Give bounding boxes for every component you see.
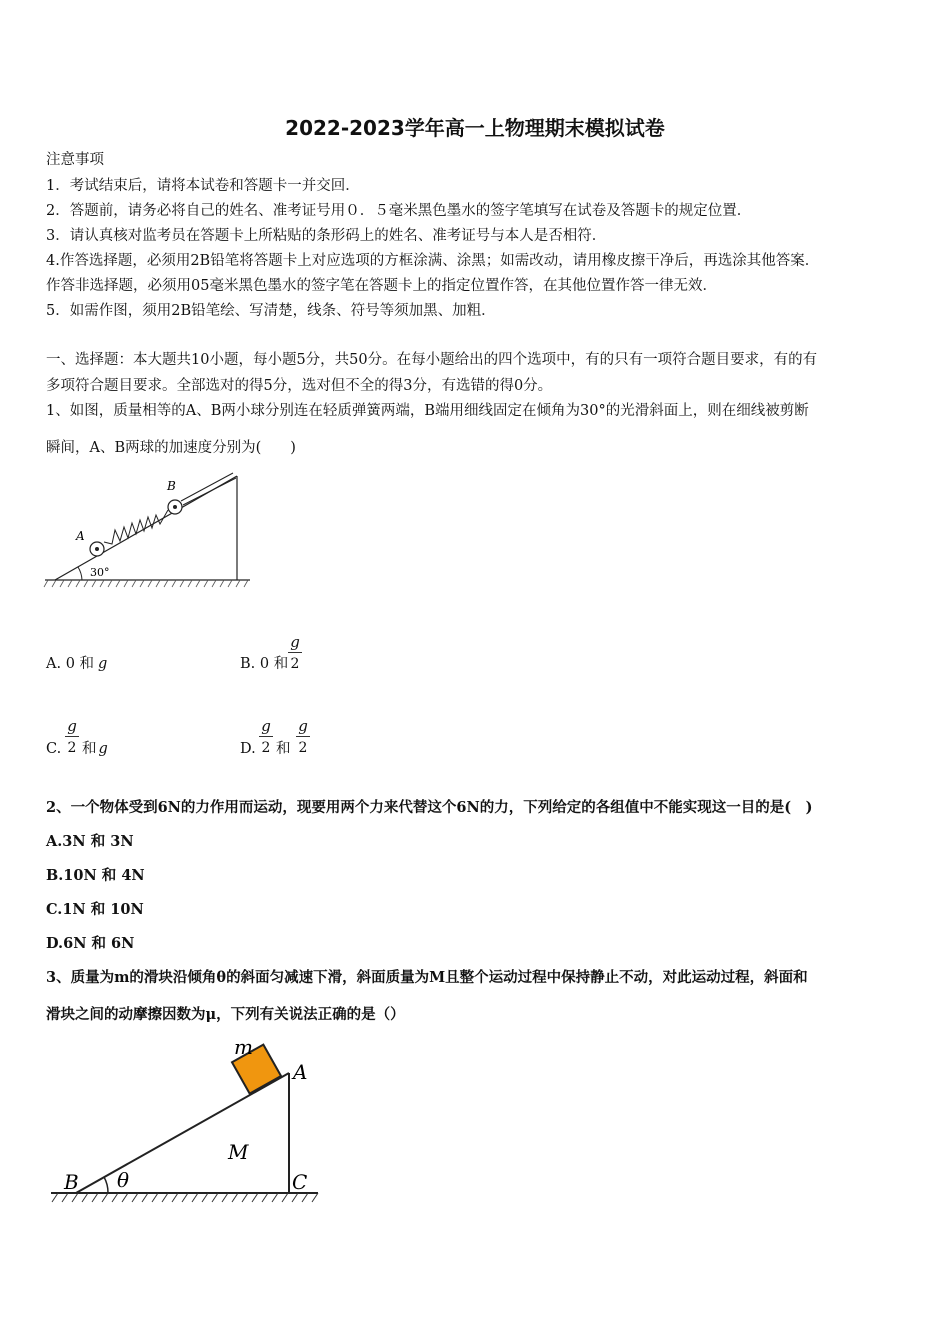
- vertex-label-c: C: [292, 1170, 308, 1194]
- question-1-stem-cont: 瞬间，A、B两球的加速度分别为( ): [46, 440, 296, 456]
- incline-label-m: M: [228, 1140, 249, 1164]
- ball-a-label: A: [76, 529, 85, 543]
- option-a[interactable]: A. 0 和 g: [46, 656, 108, 672]
- notice-item: 作答非选择题，必须用05毫米黑色墨水的签字笔在答题卡上的指定位置作答，在其他位置作答一律无效．: [46, 278, 717, 294]
- angle-label-theta: θ: [117, 1168, 130, 1192]
- sliding-block-figure: [46, 1035, 326, 1210]
- notice-item: 2．答题前，请务必将自己的姓名、准考证号用０．５毫米黑色墨水的签字笔填写在试卷及答题卡的规定位置．: [46, 203, 752, 219]
- vertex-label-b: B: [64, 1170, 79, 1194]
- notice-item: 5．如需作图，须用2B铅笔绘、写清楚，线条、符号等须加黑、加粗．: [46, 303, 496, 319]
- section-instructions: 一、选择题：本大题共10小题，每小题5分，共50分。在每小题给出的四个选项中，有的只有一项符合题目要求，有的有: [46, 352, 818, 368]
- option-d-prefix[interactable]: D.: [240, 741, 256, 757]
- vertex-label-a: A: [293, 1060, 308, 1084]
- notice-item: 3．请认真核对监考员在答题卡上所粘贴的条形码上的姓名、准考证号与本人是否相符．: [46, 228, 607, 244]
- section-instructions-cont: 多项符合题目要求。全部选对的得5分，选对但不全的得3分，有选错的得0分。: [46, 378, 553, 394]
- notice-item: 4.作答选择题，必须用2B铅笔将答题卡上对应选项的方框涂满、涂黑；如需改动，请用橡皮擦干净后，再选涂其他答案．: [46, 253, 820, 269]
- question-3-stem-cont: 滑块之间的动摩擦因数为μ，下列有关说法正确的是（）: [46, 1006, 405, 1023]
- page-title: 2022-2023学年高一上物理期末模拟试卷: [285, 116, 665, 140]
- question-1-stem: 1、如图，质量相等的A、B两小球分别连在轻质弹簧两端，B端用细线固定在倾角为30°的光滑斜面上，则在细线被剪断: [46, 403, 809, 419]
- fraction-g-over-2: $\frac{g}{2}$: [296, 716, 310, 757]
- ball-b-label: B: [167, 479, 176, 493]
- angle-label: 30°: [90, 566, 110, 579]
- spring-incline-figure: [40, 470, 260, 595]
- question-2-stem: 2、一个物体受到6N的力作用而运动，现要用两个力来代替这个6N的力，下列给定的各组值中不能实现这一目的是( ): [46, 799, 813, 816]
- question-2-option[interactable]: A.3N 和 3N: [46, 833, 134, 850]
- notice-heading: 注意事项: [46, 152, 104, 168]
- question-2-option[interactable]: C.1N 和 10N: [46, 901, 144, 918]
- spring: [104, 510, 168, 544]
- fraction-g-over-2: $\frac{g}{2}$: [65, 716, 79, 757]
- block-label-m: m: [234, 1035, 253, 1059]
- question-2-option[interactable]: B.10N 和 4N: [46, 867, 145, 884]
- thread: [181, 473, 233, 501]
- fraction-g-over-2: $\frac{g}{2}$: [288, 632, 302, 673]
- option-c-suffix: 和 g: [82, 741, 108, 757]
- notice-item: 1．考试结束后，请将本试卷和答题卡一并交回．: [46, 178, 360, 194]
- option-c-prefix[interactable]: C.: [46, 741, 62, 757]
- option-d-mid: 和: [276, 741, 291, 757]
- question-2-option[interactable]: D.6N 和 6N: [46, 935, 135, 952]
- option-b-prefix[interactable]: B. 0 和: [240, 656, 289, 672]
- question-3-stem: 3、质量为m的滑块沿倾角θ的斜面匀减速下滑，斜面质量为M且整个运动过程中保持静止不动，对此运动过程，斜面和: [46, 969, 808, 986]
- fraction-g-over-2: $\frac{g}{2}$: [259, 716, 273, 757]
